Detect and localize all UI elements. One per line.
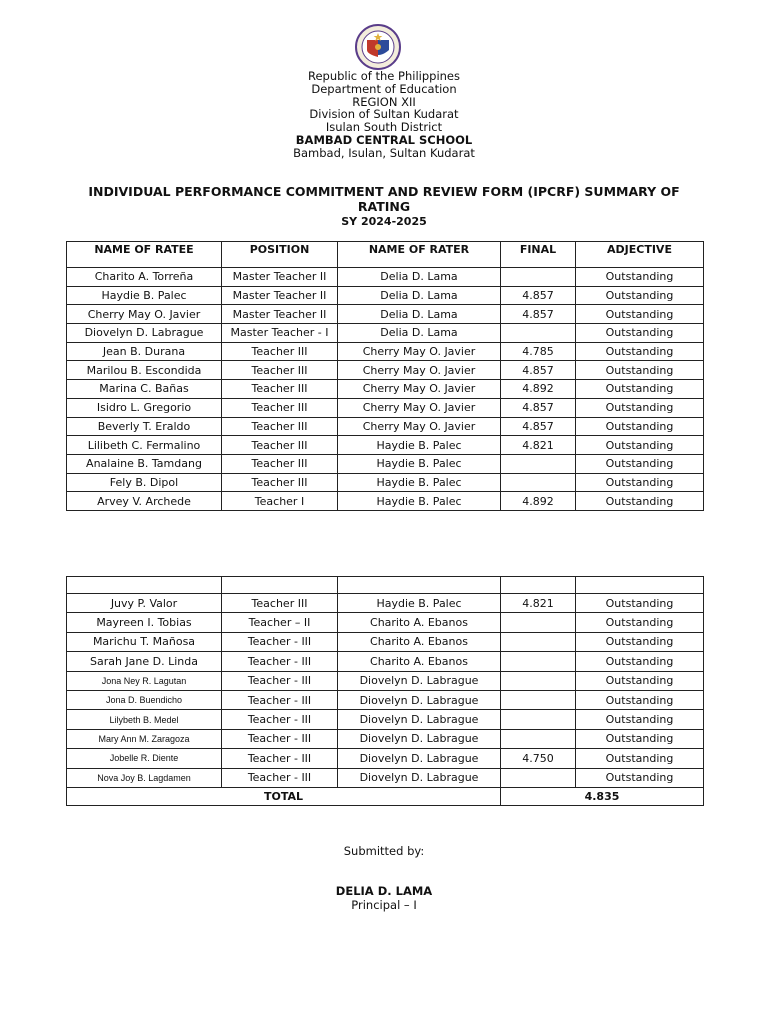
table-row — [67, 768, 704, 787]
ratee-cell: Juvy P. Valor — [67, 594, 222, 613]
final-cell — [501, 324, 576, 343]
rater-cell: Charito A. Ebanos — [338, 652, 501, 671]
final-cell — [501, 729, 576, 748]
table-cell — [501, 577, 576, 594]
position-cell: Teacher I — [222, 492, 338, 511]
letterhead-line: REGION XII — [352, 94, 416, 109]
final-cell: 4.785 — [501, 342, 576, 361]
table-row — [67, 690, 704, 709]
rater-cell: Haydie B. Palec — [338, 454, 501, 473]
ratee-cell: Lilibeth C. Fermalino — [67, 436, 222, 455]
table-row — [67, 710, 704, 729]
rater-cell: Delia D. Lama — [338, 324, 501, 343]
signer-title: Principal – I — [351, 898, 417, 912]
final-cell: 4.821 — [501, 436, 576, 455]
school-name: BAMBAD CENTRAL SCHOOL — [295, 132, 473, 147]
adjective-cell: Outstanding — [576, 749, 704, 768]
table-row — [67, 361, 704, 380]
final-cell — [501, 690, 576, 709]
total-label: TOTAL — [67, 787, 501, 805]
school-address: Bambad, Isulan, Sultan Kudarat — [293, 145, 475, 160]
position-cell: Teacher III — [222, 473, 338, 492]
table-row — [67, 268, 704, 287]
school-year: SY 2024-2025 — [341, 215, 427, 228]
table-row — [67, 324, 704, 343]
ratee-cell: Jona Ney R. Lagutan — [67, 671, 222, 690]
ratee-cell: Fely B. Dipol — [67, 473, 222, 492]
table-cell — [338, 577, 501, 594]
final-cell — [501, 454, 576, 473]
adjective-cell: Outstanding — [576, 632, 704, 651]
rater-cell: Haydie B. Palec — [338, 594, 501, 613]
adjective-cell: Outstanding — [576, 324, 704, 343]
adjective-cell: Outstanding — [576, 380, 704, 399]
table-cell — [576, 577, 704, 594]
table-row — [67, 632, 704, 651]
rater-cell: Charito A. Ebanos — [338, 613, 501, 632]
rater-cell: Diovelyn D. Labrague — [338, 671, 501, 690]
position-cell: Teacher III — [222, 594, 338, 613]
rater-cell: Diovelyn D. Labrague — [338, 710, 501, 729]
ratee-cell: Charito A. Torreña — [67, 268, 222, 287]
ratee-cell: Jobelle R. Diente — [67, 749, 222, 768]
adjective-cell: Outstanding — [576, 690, 704, 709]
ratee-cell: Isidro L. Gregorio — [67, 398, 222, 417]
final-cell — [501, 473, 576, 492]
position-cell: Teacher III — [222, 361, 338, 380]
adjective-cell: Outstanding — [576, 286, 704, 305]
final-cell: 4.892 — [501, 492, 576, 511]
rater-cell: Diovelyn D. Labrague — [338, 749, 501, 768]
final-cell: 4.857 — [501, 398, 576, 417]
rater-cell: Cherry May O. Javier — [338, 342, 501, 361]
final-cell — [501, 710, 576, 729]
ratee-cell: Diovelyn D. Labrague — [67, 324, 222, 343]
ratee-cell: Analaine B. Tamdang — [67, 454, 222, 473]
position-cell: Teacher III — [222, 380, 338, 399]
rater-cell: Haydie B. Palec — [338, 473, 501, 492]
table-row — [67, 594, 704, 613]
table-cell — [67, 577, 222, 594]
position-cell: Teacher - III — [222, 671, 338, 690]
rater-cell: Diovelyn D. Labrague — [338, 729, 501, 748]
letterhead-line: Department of Education — [311, 81, 457, 96]
table-row — [67, 729, 704, 748]
rater-cell: Delia D. Lama — [338, 305, 501, 324]
position-cell: Master Teacher - I — [222, 324, 338, 343]
table-row — [67, 417, 704, 436]
table-row — [67, 454, 704, 473]
signer-name: DELIA D. LAMA — [335, 884, 433, 898]
total-value: 4.835 — [501, 787, 704, 805]
rater-cell: Diovelyn D. Labrague — [338, 690, 501, 709]
ratee-cell: Nova Joy B. Lagdamen — [67, 768, 222, 787]
table-row — [67, 492, 704, 511]
final-cell: 4.857 — [501, 286, 576, 305]
letterhead-line: Republic of the Philippines — [307, 69, 461, 83]
adjective-cell: Outstanding — [576, 436, 704, 455]
col-header-rater: NAME OF RATER — [338, 242, 501, 268]
rater-cell: Diovelyn D. Labrague — [338, 768, 501, 787]
final-cell — [501, 613, 576, 632]
adjective-cell: Outstanding — [576, 398, 704, 417]
col-header-position: POSITION — [222, 242, 338, 268]
deped-seal-icon — [355, 24, 401, 70]
table-row — [67, 305, 704, 324]
final-cell — [501, 652, 576, 671]
final-cell: 4.892 — [501, 380, 576, 399]
table-row — [67, 652, 704, 671]
rater-cell: Cherry May O. Javier — [338, 380, 501, 399]
position-cell: Teacher - III — [222, 768, 338, 787]
rater-cell: Cherry May O. Javier — [338, 361, 501, 380]
ratee-cell: Lilybeth B. Medel — [67, 710, 222, 729]
adjective-cell: Outstanding — [576, 417, 704, 436]
table-row — [67, 436, 704, 455]
position-cell: Master Teacher II — [222, 305, 338, 324]
ratee-cell: Haydie B. Palec — [67, 286, 222, 305]
rater-cell: Haydie B. Palec — [338, 492, 501, 511]
ratee-cell: Marichu T. Mañosa — [67, 632, 222, 651]
final-cell — [501, 632, 576, 651]
rater-cell: Cherry May O. Javier — [338, 417, 501, 436]
table-row — [67, 749, 704, 768]
position-cell: Teacher - III — [222, 632, 338, 651]
submitted-by-label: Submitted by: — [343, 844, 425, 858]
final-cell: 4.857 — [501, 417, 576, 436]
final-cell: 4.857 — [501, 361, 576, 380]
col-header-ratee: NAME OF RATEE — [67, 242, 222, 268]
table-row — [67, 286, 704, 305]
position-cell: Master Teacher II — [222, 286, 338, 305]
adjective-cell: Outstanding — [576, 492, 704, 511]
position-cell: Teacher III — [222, 417, 338, 436]
position-cell: Teacher - III — [222, 652, 338, 671]
rater-cell: Cherry May O. Javier — [338, 398, 501, 417]
rater-cell: Delia D. Lama — [338, 268, 501, 287]
form-title: INDIVIDUAL PERFORMANCE COMMITMENT AND REVIEW FORM (IPCRF) SUMMARY OF RATING — [88, 184, 680, 214]
table-row — [67, 342, 704, 361]
position-cell: Teacher III — [222, 398, 338, 417]
table-row — [67, 398, 704, 417]
ratee-cell: Jean B. Durana — [67, 342, 222, 361]
position-cell: Master Teacher II — [222, 268, 338, 287]
ratings-table-continued — [66, 576, 704, 806]
table-row — [67, 473, 704, 492]
letterhead-line: Isulan South District — [325, 120, 443, 135]
position-cell: Teacher - III — [222, 710, 338, 729]
adjective-cell: Outstanding — [576, 268, 704, 287]
table-row — [67, 671, 704, 690]
position-cell: Teacher III — [222, 436, 338, 455]
final-cell — [501, 671, 576, 690]
table-cell — [222, 577, 338, 594]
table-row — [67, 613, 704, 632]
ratee-cell: Mayreen I. Tobias — [67, 613, 222, 632]
ratee-cell: Marina C. Bañas — [67, 380, 222, 399]
table-empty-row — [67, 577, 704, 594]
table-row — [67, 380, 704, 399]
adjective-cell: Outstanding — [576, 361, 704, 380]
position-cell: Teacher - III — [222, 729, 338, 748]
final-cell: 4.750 — [501, 749, 576, 768]
position-cell: Teacher – II — [222, 613, 338, 632]
adjective-cell: Outstanding — [576, 454, 704, 473]
adjective-cell: Outstanding — [576, 305, 704, 324]
total-row — [67, 787, 704, 805]
rater-cell: Charito A. Ebanos — [338, 632, 501, 651]
letterhead — [0, 70, 768, 160]
position-cell: Teacher III — [222, 454, 338, 473]
col-header-adjective: ADJECTIVE — [576, 242, 704, 268]
ratee-cell: Mary Ann M. Zaragoza — [67, 729, 222, 748]
position-cell: Teacher - III — [222, 690, 338, 709]
table-header-row — [67, 242, 704, 268]
ratee-cell: Cherry May O. Javier — [67, 305, 222, 324]
adjective-cell: Outstanding — [576, 710, 704, 729]
adjective-cell: Outstanding — [576, 473, 704, 492]
adjective-cell: Outstanding — [576, 729, 704, 748]
letterhead-line: Division of Sultan Kudarat — [309, 107, 459, 122]
adjective-cell: Outstanding — [576, 768, 704, 787]
ratings-table-main — [66, 241, 704, 511]
final-cell: 4.821 — [501, 594, 576, 613]
col-header-final: FINAL — [501, 242, 576, 268]
adjective-cell: Outstanding — [576, 671, 704, 690]
ratee-cell: Beverly T. Eraldo — [67, 417, 222, 436]
rater-cell: Delia D. Lama — [338, 286, 501, 305]
final-cell — [501, 768, 576, 787]
adjective-cell: Outstanding — [576, 613, 704, 632]
final-cell: 4.857 — [501, 305, 576, 324]
ratee-cell: Arvey V. Archede — [67, 492, 222, 511]
position-cell: Teacher III — [222, 342, 338, 361]
ratee-cell: Marilou B. Escondida — [67, 361, 222, 380]
rater-cell: Haydie B. Palec — [338, 436, 501, 455]
adjective-cell: Outstanding — [576, 342, 704, 361]
position-cell: Teacher - III — [222, 749, 338, 768]
adjective-cell: Outstanding — [576, 594, 704, 613]
ratee-cell: Sarah Jane D. Linda — [67, 652, 222, 671]
ratee-cell: Jona D. Buendicho — [67, 690, 222, 709]
final-cell — [501, 268, 576, 287]
adjective-cell: Outstanding — [576, 652, 704, 671]
